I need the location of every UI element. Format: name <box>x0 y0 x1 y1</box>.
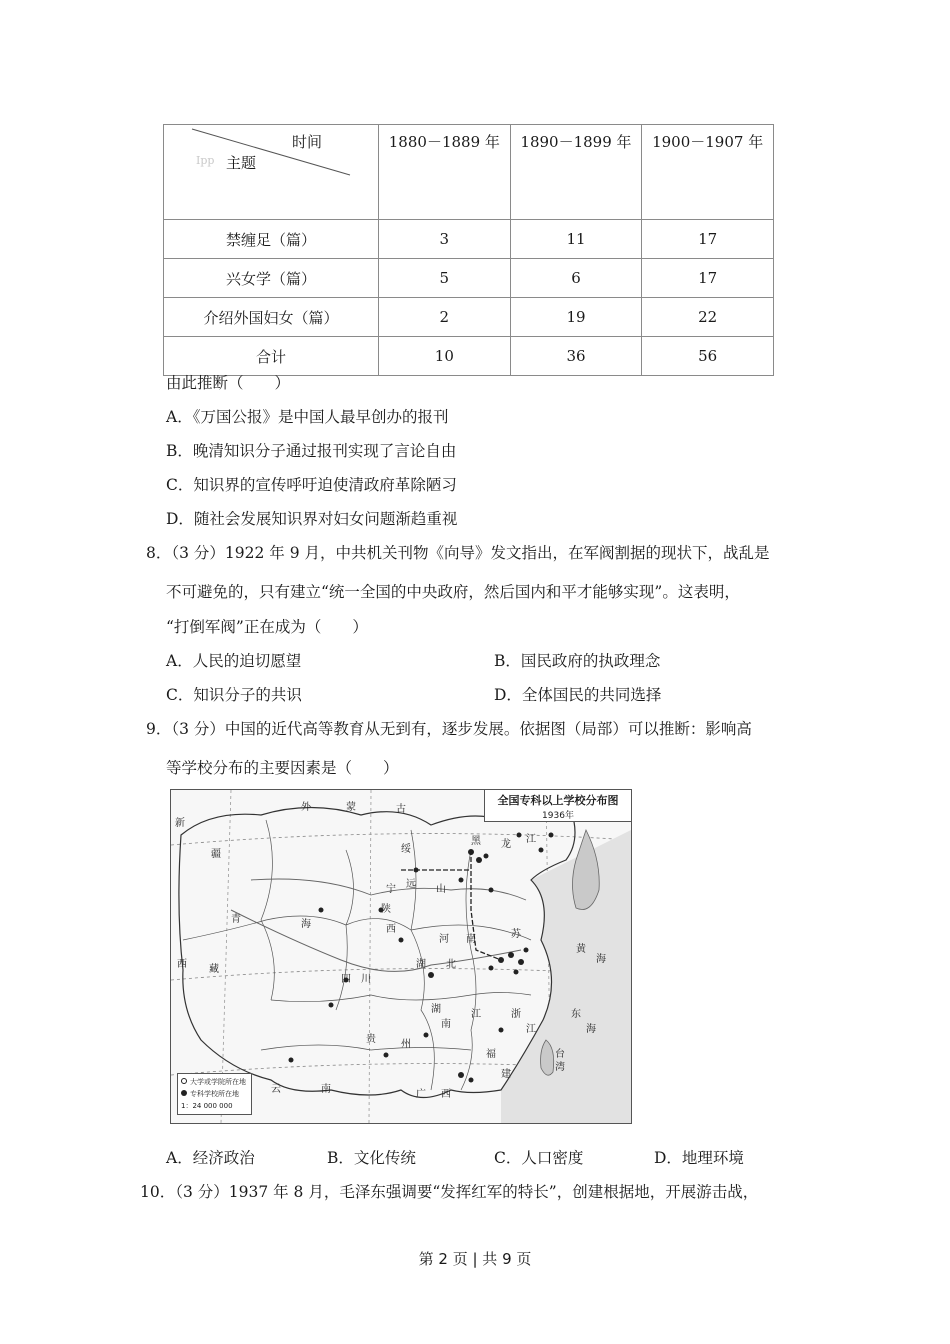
q8-line-1: 8．（3 分）1922 年 9 月，中共机关刊物《向导》发文指出，在军阀割据的现状下，战乱是 <box>146 544 770 562</box>
school-distribution-map <box>170 789 632 1124</box>
region-name: 南 <box>321 1084 331 1095</box>
region-name: 湾 <box>555 1062 565 1073</box>
q7-option-c[interactable]: C．知识界的宣传呼吁迫使清政府革除陋习 <box>166 476 457 494</box>
region-name: 江 <box>471 1009 481 1020</box>
column-header: 1900－1907 年 <box>642 125 774 220</box>
legend-scale: 1：24 000 000 <box>181 1102 233 1110</box>
q9-option-b[interactable]: B．文化传统 <box>327 1149 416 1167</box>
region-name: 西 <box>177 959 187 970</box>
row-label: 介绍外国妇女（篇） <box>164 298 379 337</box>
legend-item: 大学或学院所在地 <box>181 1076 248 1088</box>
region-name: 宁 <box>386 884 396 895</box>
region-name: 贵 <box>366 1034 376 1045</box>
table-row <box>164 259 774 298</box>
map-title-box <box>484 790 631 822</box>
region-name: 苏 <box>511 929 521 940</box>
region-name: 蒙 <box>346 802 356 813</box>
table-row <box>164 337 774 376</box>
q8-option-a[interactable]: A．人民的迫切愿望 <box>166 652 302 670</box>
region-name: 云 <box>271 1084 281 1095</box>
q8-option-c[interactable]: C．知识分子的共识 <box>166 686 302 704</box>
table-cell: 36 <box>510 337 642 376</box>
region-name: 藏 <box>209 964 219 975</box>
q7-option-d[interactable]: D．随社会发展知识界对妇女问题渐趋重视 <box>166 510 458 528</box>
row-label: 兴女学（篇） <box>164 259 379 298</box>
region-name: 湖 <box>431 1004 441 1015</box>
region-name: 江 <box>526 834 536 845</box>
q8-option-d[interactable]: D．全体国民的共同选择 <box>494 686 662 704</box>
region-name: 河 <box>439 934 449 945</box>
table-cell: 22 <box>642 298 774 337</box>
region-name: 南 <box>466 934 476 945</box>
q10-line-1: 10．（3 分）1937 年 8 月，毛泽东强调要“发挥红军的特长”，创建根据地，开展游击战， <box>140 1183 759 1201</box>
page-footer: 第 2 页 | 共 9 页 <box>418 1250 532 1268</box>
region-name: 远 <box>406 879 416 890</box>
region-name: 四 <box>341 974 351 985</box>
q8-option-b[interactable]: B．国民政府的执政理念 <box>494 652 661 670</box>
table-cell: 6 <box>510 259 642 298</box>
university-marker-icon <box>181 1078 187 1084</box>
region-name: 西 <box>441 1089 451 1100</box>
table-cell: 17 <box>642 220 774 259</box>
region-name: 西 <box>386 924 396 935</box>
region-name: 疆 <box>211 849 221 860</box>
region-name: 青 <box>231 914 241 925</box>
region-name: 黑 <box>471 836 481 847</box>
region-name: 建 <box>501 1069 511 1080</box>
table-cell: 56 <box>642 337 774 376</box>
row-label: 合计 <box>164 337 379 376</box>
table-cell: 3 <box>379 220 511 259</box>
college-marker-icon <box>181 1090 187 1096</box>
table-corner-cell <box>164 125 379 220</box>
table-row <box>164 220 774 259</box>
region-name: 州 <box>401 1039 411 1050</box>
region-name: 福 <box>486 1049 496 1060</box>
table-cell: 11 <box>510 220 642 259</box>
q9-option-d[interactable]: D．地理环境 <box>654 1149 744 1167</box>
region-name: 山 <box>436 884 446 895</box>
region-name: 新 <box>175 818 185 829</box>
q9-line-2: 等学校分布的主要因素是（ ） <box>166 759 399 777</box>
table-cell: 10 <box>379 337 511 376</box>
region-name: 海 <box>586 1024 596 1035</box>
legend-item: 专科学校所在地 <box>181 1088 248 1100</box>
column-header: 1890－1899 年 <box>510 125 642 220</box>
region-name: 海 <box>596 954 606 965</box>
q9-option-c[interactable]: C．人口密度 <box>494 1149 584 1167</box>
q8-line-2: 不可避免的，只有建立“统一全国的中央政府，然后国内和平才能够实现”。这表明， <box>166 583 740 601</box>
table-cell: 19 <box>510 298 642 337</box>
q7-option-b[interactable]: B．晚清知识分子通过报刊实现了言论自由 <box>166 442 457 460</box>
region-name: 北 <box>446 959 456 970</box>
q8-line-3: “打倒军阀”正在成为（ ） <box>166 618 368 636</box>
table-header-row <box>164 125 774 220</box>
region-name: 台 <box>555 1049 565 1060</box>
q7-stem: 由此推断（ ） <box>166 374 291 392</box>
region-name: 江 <box>526 1024 536 1035</box>
region-name: 龙 <box>501 839 511 850</box>
q9-line-1: 9．（3 分）中国的近代高等教育从无到有，逐步发展。依据图（局部）可以推断：影响高 <box>146 720 752 738</box>
region-name: 南 <box>441 1019 451 1030</box>
table-cell: 17 <box>642 259 774 298</box>
region-name: 东 <box>571 1009 581 1020</box>
corner-ghost-text: Ipp <box>196 154 215 167</box>
table-row <box>164 298 774 337</box>
region-name: 广 <box>416 1089 426 1100</box>
region-name: 陕 <box>381 904 391 915</box>
map-year: 1936年 <box>542 811 574 821</box>
region-name: 湖 <box>416 959 426 970</box>
region-name: 浙 <box>511 1009 521 1020</box>
table-cell: 2 <box>379 298 511 337</box>
map-title: 全国专科以上学校分布图 <box>497 794 619 807</box>
region-name: 绥 <box>401 844 411 855</box>
corner-subject-label: 主题 <box>226 154 257 172</box>
corner-time-label: 时间 <box>292 133 323 151</box>
table-cell: 5 <box>379 259 511 298</box>
region-name: 黄 <box>576 944 586 955</box>
column-header: 1880－1889 年 <box>379 125 511 220</box>
map-legend <box>177 1073 252 1115</box>
q9-option-a[interactable]: A．经济政治 <box>166 1149 255 1167</box>
statistics-table <box>163 124 774 376</box>
region-name: 外 <box>301 802 311 813</box>
diagonal-line <box>164 125 378 213</box>
q7-option-a[interactable]: A．《万国公报》是中国人最早创办的报刊 <box>166 408 449 426</box>
row-label: 禁缠足（篇） <box>164 220 379 259</box>
region-name: 古 <box>396 804 406 815</box>
region-name: 川 <box>361 974 371 985</box>
region-name: 海 <box>301 919 311 930</box>
